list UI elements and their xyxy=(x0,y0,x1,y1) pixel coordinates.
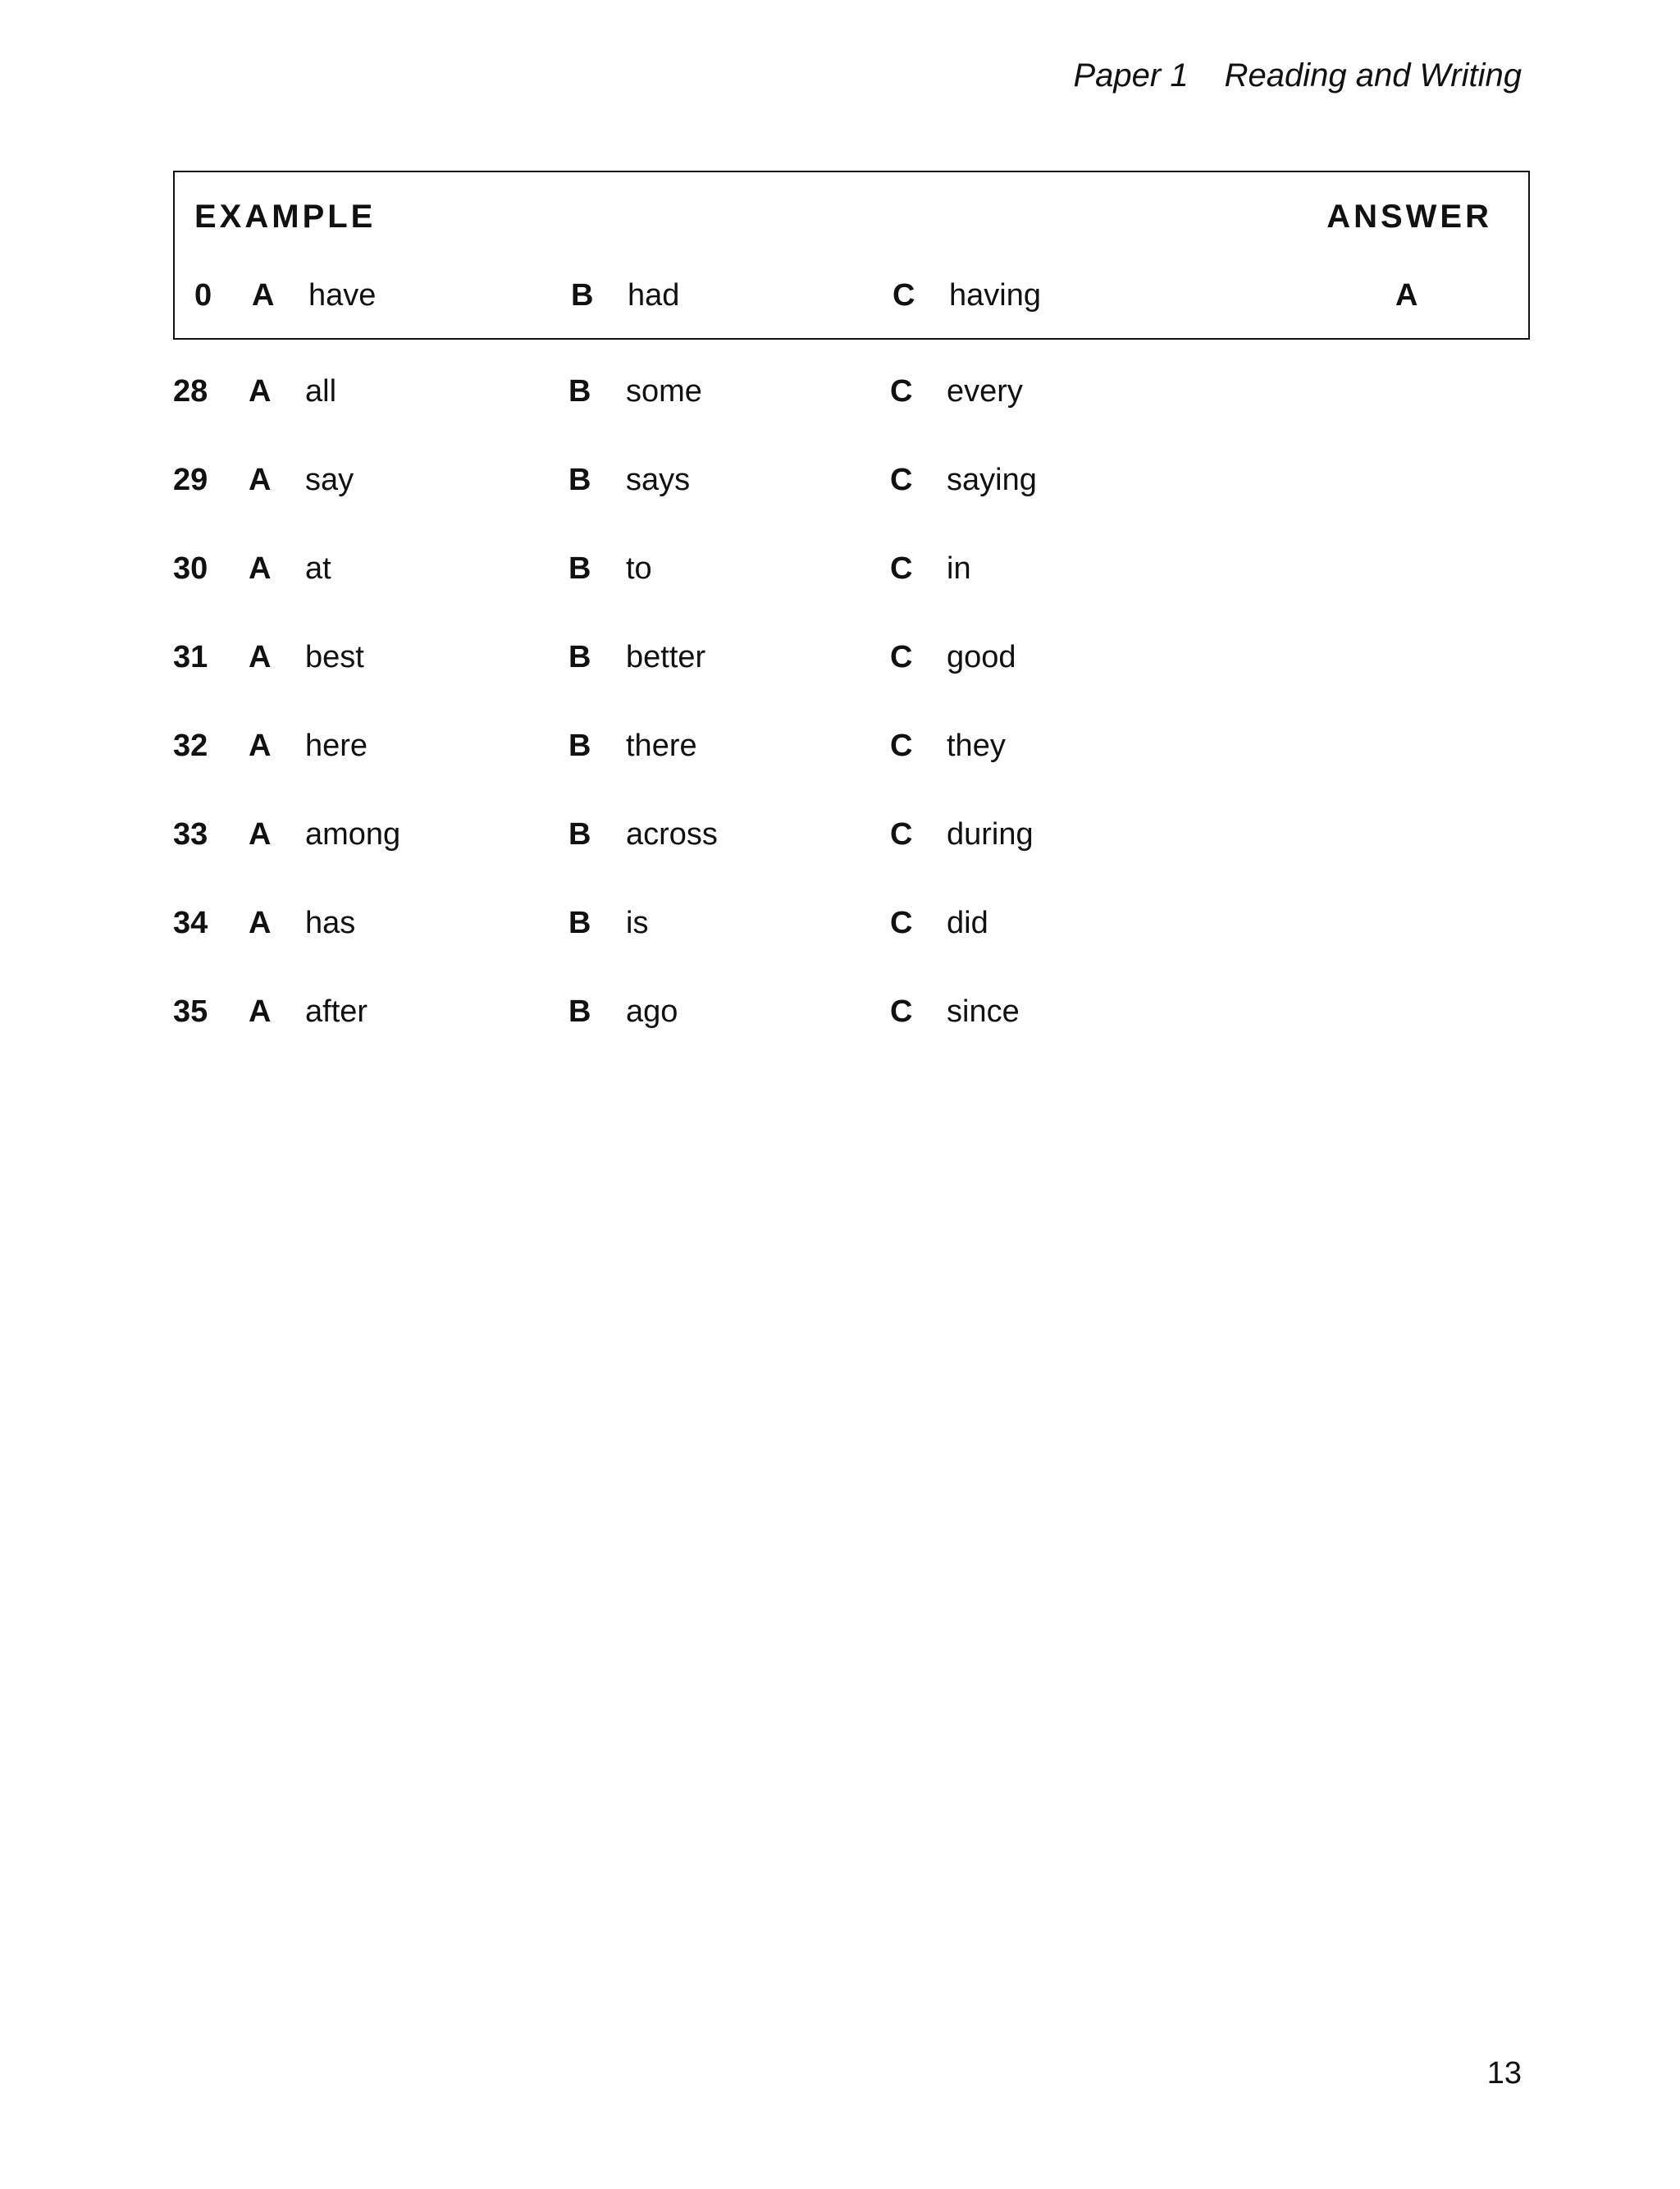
option-a: has xyxy=(305,906,356,940)
option-b-letter: B xyxy=(568,374,591,409)
option-a: among xyxy=(305,817,401,852)
option-b-letter: B xyxy=(568,551,591,586)
option-b: there xyxy=(626,729,697,763)
option-a: here xyxy=(305,729,368,763)
question-number: 32 xyxy=(173,729,208,763)
option-a: say xyxy=(305,463,354,497)
option-c: every xyxy=(947,374,1023,409)
option-b-letter: B xyxy=(568,729,591,763)
option-b: better xyxy=(626,640,706,674)
question-row xyxy=(0,637,1680,678)
example-option-a-letter: A xyxy=(252,278,275,313)
option-c-letter: C xyxy=(890,463,913,497)
question-row xyxy=(0,548,1680,589)
option-c: since xyxy=(947,994,1020,1029)
option-b: across xyxy=(626,817,718,852)
question-number: 30 xyxy=(173,551,208,586)
option-a-letter: A xyxy=(249,374,272,409)
option-c-letter: C xyxy=(890,906,913,940)
question-row xyxy=(0,371,1680,412)
question-row xyxy=(0,814,1680,855)
option-a: at xyxy=(305,551,331,586)
option-a: after xyxy=(305,994,368,1029)
page-number: 13 xyxy=(1486,2056,1522,2091)
question-number: 31 xyxy=(173,640,208,674)
example-option-c: having xyxy=(949,278,1041,313)
example-row xyxy=(175,275,1528,316)
question-row xyxy=(0,903,1680,944)
option-b: to xyxy=(626,551,652,586)
option-a-letter: A xyxy=(249,463,272,497)
question-row xyxy=(0,459,1680,500)
option-c-letter: C xyxy=(890,551,913,586)
option-b-letter: B xyxy=(568,640,591,674)
option-a: best xyxy=(305,640,364,674)
question-row xyxy=(0,991,1680,1032)
option-b: some xyxy=(626,374,702,409)
option-a-letter: A xyxy=(249,729,272,763)
option-c-letter: C xyxy=(890,729,913,763)
option-b-letter: B xyxy=(568,994,591,1029)
option-b: is xyxy=(626,906,649,940)
question-number: 33 xyxy=(173,817,208,852)
option-c: during xyxy=(947,817,1034,852)
option-c: did xyxy=(947,906,988,940)
paper-label: Paper 1 xyxy=(1073,57,1189,94)
example-option-b-letter: B xyxy=(571,278,594,313)
question-row xyxy=(0,725,1680,766)
option-b-letter: B xyxy=(568,817,591,852)
option-c-letter: C xyxy=(890,640,913,674)
option-a-letter: A xyxy=(249,640,272,674)
example-number: 0 xyxy=(194,278,212,313)
option-c: saying xyxy=(947,463,1037,497)
option-a: all xyxy=(305,374,337,409)
option-c-letter: C xyxy=(890,994,913,1029)
question-number: 28 xyxy=(173,374,208,409)
section-label: Reading and Writing xyxy=(1224,57,1522,94)
option-a-letter: A xyxy=(249,994,272,1029)
option-c: good xyxy=(947,640,1016,674)
question-number: 35 xyxy=(173,994,208,1029)
option-b: says xyxy=(626,463,691,497)
option-a-letter: A xyxy=(249,551,272,586)
example-option-b: had xyxy=(628,278,680,313)
option-b: ago xyxy=(626,994,678,1029)
answer-title: ANSWER xyxy=(1326,199,1492,235)
option-c-letter: C xyxy=(890,374,913,409)
example-option-c-letter: C xyxy=(892,278,915,313)
option-a-letter: A xyxy=(249,906,272,940)
option-c-letter: C xyxy=(890,817,913,852)
example-title: EXAMPLE xyxy=(194,199,377,235)
option-b-letter: B xyxy=(568,463,591,497)
example-box xyxy=(173,171,1530,340)
example-answer: A xyxy=(1395,278,1418,313)
option-c: they xyxy=(947,729,1006,763)
option-c: in xyxy=(947,551,971,586)
question-number: 29 xyxy=(173,463,208,497)
example-option-a: have xyxy=(308,278,377,313)
page-header xyxy=(1073,54,1522,97)
question-number: 34 xyxy=(173,906,208,940)
option-a-letter: A xyxy=(249,817,272,852)
option-b-letter: B xyxy=(568,906,591,940)
